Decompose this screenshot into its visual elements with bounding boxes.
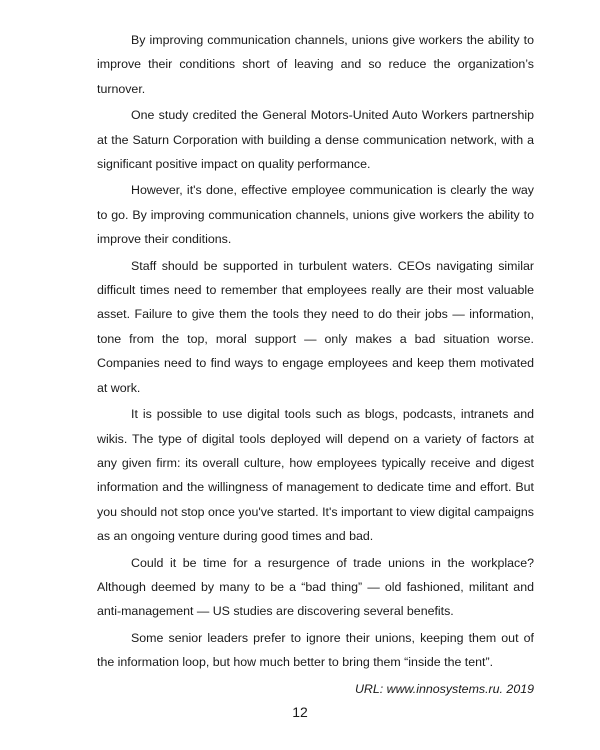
body-text	[97, 28, 534, 701]
source-citation: URL: www.innosystems.ru. 2019	[354, 681, 534, 696]
paragraph-digital-tools: It is possible to use digital tools such as blogs, podcasts, intranets and wikis. The type of digital tools deployed will depend on a variety of factors at any given firm: its overall culture, how employees typically receive and digest information and the willingness of management to dedicate time and effort. But you should not stop once you've started. It's important to view digital campaigns as an ongoing venture during good times and bad.	[97, 407, 534, 544]
paragraph-trade-unions-resurgence: Could it be time for a resurgence of trade unions in the workplace? Although deemed by many to be a “bad thing” — old fashioned, militant and anti-management — US studies are discovering several benefits.	[97, 555, 534, 619]
page-number: 12	[292, 704, 308, 720]
paragraph-saturn-study: One study credited the General Motors-United Auto Workers partnership at the Saturn Corporation with building a dense communication network, with a significant positive impact on quality performance.	[97, 108, 534, 172]
paragraph-effective-communication: However, it's done, effective employee communication is clearly the way to go. By improving communication channels, unions give workers the ability to improve their conditions.	[97, 183, 534, 247]
paragraph-unions-communication: By improving communication channels, unions give workers the ability to improve their conditions short of leaving and so reduce the organization’s turnover.	[97, 33, 534, 96]
paragraph-senior-leaders: Some senior leaders prefer to ignore their unions, keeping them out of the information loop, but how much better to bring them “inside the tent”.	[97, 630, 534, 670]
paragraph-staff-support: Staff should be supported in turbulent waters. CEOs navigating similar difficult times need to remember that employees really are their most valuable asset. Failure to give them the tools they need to do their jobs — information, tone from the top, moral support — only makes a bad situation worse. Companies need to find ways to engage employees and keep them motivated at work.	[97, 258, 534, 395]
